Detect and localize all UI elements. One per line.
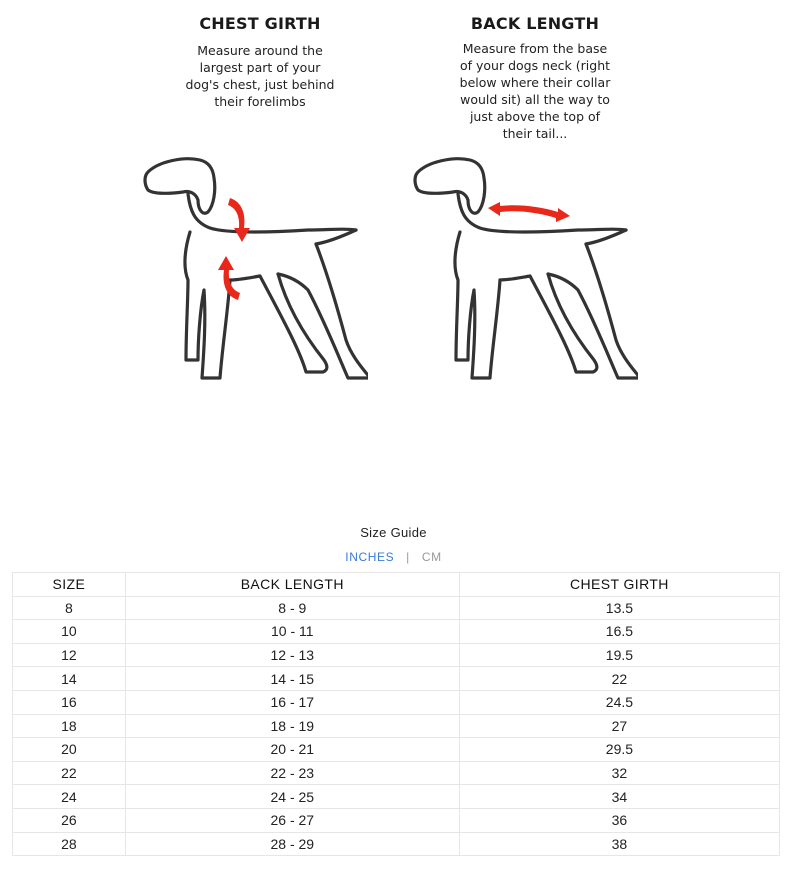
back-length-title: BACK LENGTH	[470, 14, 600, 33]
cell-chest-girth: 19.5	[459, 643, 779, 667]
cell-size: 10	[13, 620, 126, 644]
cell-size: 28	[13, 832, 126, 856]
cell-size: 8	[13, 596, 126, 620]
desc-line: their tail...	[502, 126, 568, 141]
cell-chest-girth: 32	[459, 761, 779, 785]
table-row	[13, 667, 780, 691]
chest-girth-description	[170, 42, 350, 110]
back-length-description	[445, 40, 625, 142]
table-row	[13, 714, 780, 738]
desc-line: would sit) all the way to	[460, 92, 610, 107]
table-row	[13, 690, 780, 714]
cell-back-length: 14 - 15	[125, 667, 459, 691]
dog-outline	[415, 159, 638, 378]
header-back-length: BACK LENGTH	[125, 573, 459, 597]
cell-size: 22	[13, 761, 126, 785]
cell-back-length: 18 - 19	[125, 714, 459, 738]
cell-back-length: 10 - 11	[125, 620, 459, 644]
cell-chest-girth: 13.5	[459, 596, 779, 620]
cell-size: 18	[13, 714, 126, 738]
cell-back-length: 8 - 9	[125, 596, 459, 620]
cell-back-length: 22 - 23	[125, 761, 459, 785]
cell-size: 26	[13, 808, 126, 832]
header-chest-girth: CHEST GIRTH	[459, 573, 779, 597]
dog-outline	[145, 159, 368, 378]
desc-line: just above the top of	[469, 109, 601, 124]
size-guide-title: Size Guide	[360, 525, 427, 540]
table-row	[13, 596, 780, 620]
cell-chest-girth: 22	[459, 667, 779, 691]
desc-line: their forelimbs	[214, 94, 306, 109]
back-length-arrow	[488, 202, 570, 222]
unit-cm-option[interactable]: CM	[421, 550, 442, 564]
cell-back-length: 16 - 17	[125, 690, 459, 714]
table-row	[13, 643, 780, 667]
cell-size: 14	[13, 667, 126, 691]
cell-size: 24	[13, 785, 126, 809]
desc-line: below where their collar	[459, 75, 611, 90]
table-row	[13, 832, 780, 856]
cell-back-length: 12 - 13	[125, 643, 459, 667]
chest-girth-title: CHEST GIRTH	[199, 14, 321, 33]
table-row	[13, 785, 780, 809]
dog-chest-girth-illustration	[138, 150, 368, 385]
desc-line: Measure from the base	[462, 41, 608, 56]
table-row	[13, 761, 780, 785]
desc-line: of your dogs neck (right	[459, 58, 611, 73]
cell-back-length: 24 - 25	[125, 785, 459, 809]
table-header-row	[13, 573, 780, 597]
dog-back-length-illustration	[408, 150, 638, 385]
table-row	[13, 738, 780, 762]
cell-back-length: 28 - 29	[125, 832, 459, 856]
table-row	[13, 808, 780, 832]
cell-size: 20	[13, 738, 126, 762]
header-size: SIZE	[13, 573, 126, 597]
cell-chest-girth: 16.5	[459, 620, 779, 644]
unit-inches-option[interactable]: INCHES	[345, 550, 395, 564]
desc-line: largest part of your	[199, 60, 321, 75]
cell-size: 12	[13, 643, 126, 667]
table-row	[13, 620, 780, 644]
cell-back-length: 26 - 27	[125, 808, 459, 832]
desc-line: dog's chest, just behind	[185, 77, 335, 92]
chest-girth-arrows	[218, 198, 250, 300]
cell-chest-girth: 36	[459, 808, 779, 832]
unit-toggle	[0, 550, 787, 564]
cell-back-length: 20 - 21	[125, 738, 459, 762]
cell-chest-girth: 34	[459, 785, 779, 809]
cell-chest-girth: 27	[459, 714, 779, 738]
cell-chest-girth: 24.5	[459, 690, 779, 714]
cell-chest-girth: 29.5	[459, 738, 779, 762]
desc-line: Measure around the	[197, 43, 323, 58]
unit-separator: |	[406, 550, 410, 564]
cell-chest-girth: 38	[459, 832, 779, 856]
cell-size: 16	[13, 690, 126, 714]
size-table	[12, 572, 780, 856]
